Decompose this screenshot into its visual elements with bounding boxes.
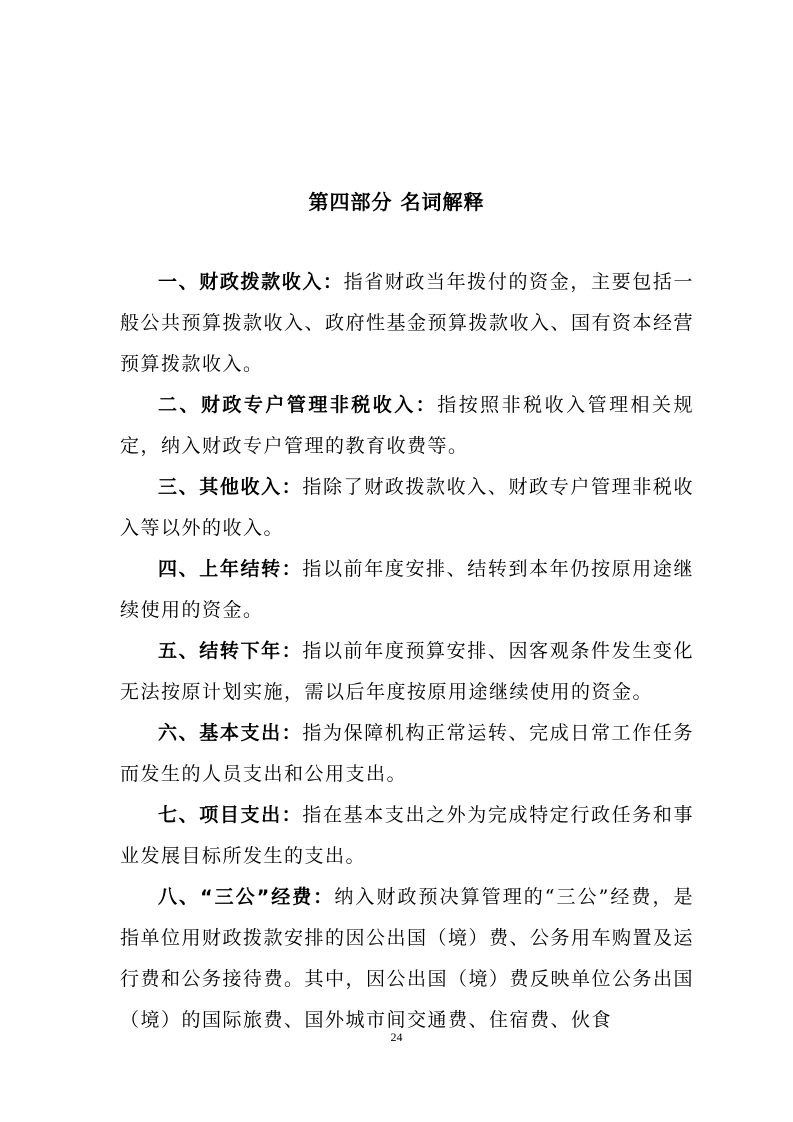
glossary-definition: 指省财政当年拨付的资金，主要包括一般公共预算拨款收入、政府性基金预算拨款收入、国有资本经营预算拨款收入。 (120, 271, 695, 375)
page-number: 24 (390, 1030, 403, 1044)
glossary-term: 二、财政专户管理非税收入： (158, 394, 438, 416)
glossary-paragraph (120, 549, 694, 631)
glossary-paragraph (120, 467, 694, 549)
glossary-paragraph (120, 713, 694, 795)
glossary-definition: 指除了财政拨款收入、财政专户管理非税收入等以外的收入。 (120, 476, 694, 539)
page-title: 第四部分 名词解释 (308, 190, 485, 214)
glossary-definition: 指在基本支出之外为完成特定行政任务和事业发展目标所发生的支出。 (120, 804, 694, 867)
glossary-definition: 指以前年度安排、结转到本年仍按原用途继续使用的资金。 (120, 558, 694, 621)
glossary-definition: 纳入财政预决算管理的“三公”经费，是指单位用财政拨款安排的因公出国（境）费、公务用车购置及运行费和公务接待费。其中，因公出国（境）费反映单位公务出国（境）的国际旅费、国外城市间交通费、住宿费、伙食 (120, 886, 695, 1031)
glossary-term: 三、其他收入： (158, 476, 303, 498)
glossary-term: 五、结转下年： (158, 640, 303, 662)
glossary-term: 四、上年结转： (158, 558, 303, 580)
glossary-term: 八、“三公”经费： (158, 886, 335, 908)
glossary-term: 一、财政拨款收入： (158, 271, 344, 293)
glossary-definition: 指按照非税收入管理相关规定，纳入财政专户管理的教育收费等。 (120, 394, 694, 457)
glossary-paragraph (120, 877, 694, 1041)
glossary-body (120, 262, 694, 1041)
glossary-paragraph (120, 262, 694, 385)
glossary-definition: 指为保障机构正常运转、完成日常工作任务而发生的人员支出和公用支出。 (120, 722, 694, 785)
glossary-term: 七、项目支出： (158, 804, 303, 826)
glossary-paragraph (120, 385, 694, 467)
glossary-paragraph (120, 795, 694, 877)
glossary-definition: 指以前年度预算安排、因客观条件发生变化无法按原计划实施，需以后年度按原用途继续使用的资金。 (120, 640, 694, 703)
glossary-paragraph (120, 631, 694, 713)
glossary-term: 六、基本支出： (158, 722, 303, 744)
